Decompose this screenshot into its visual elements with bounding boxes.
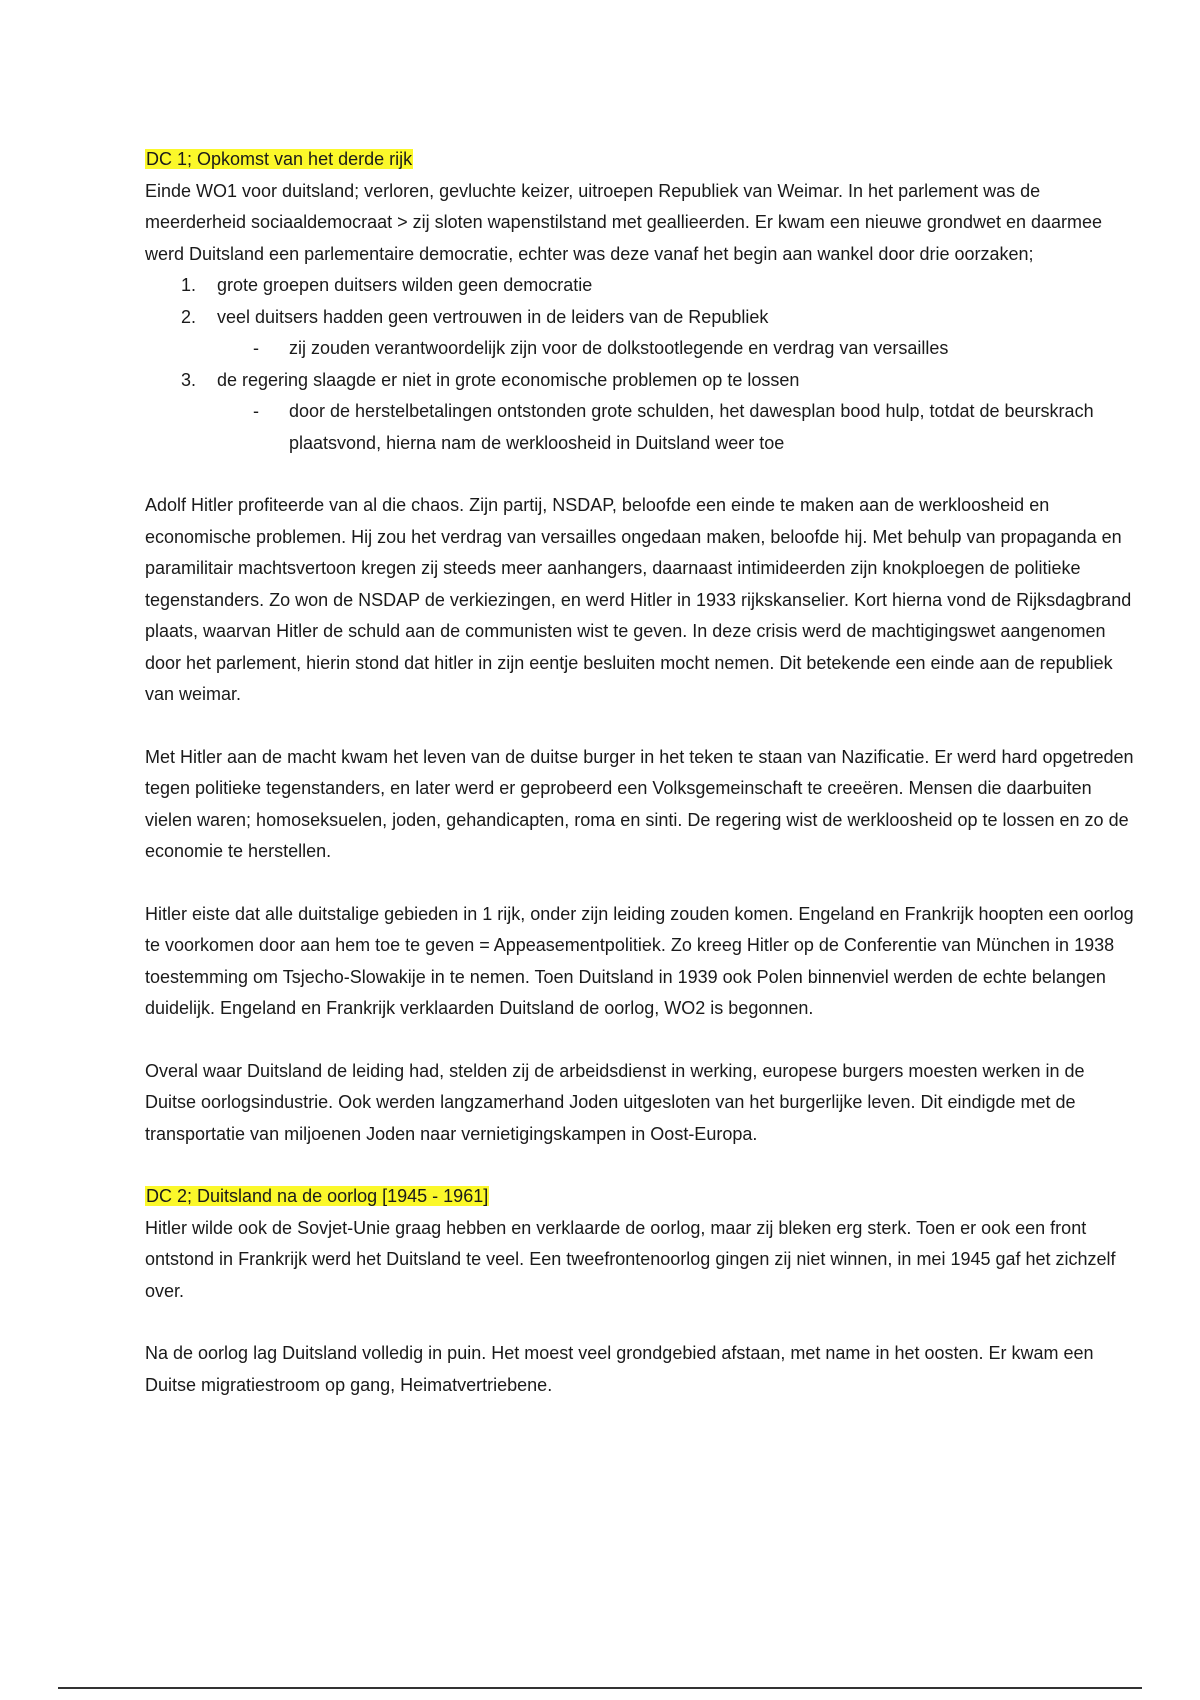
heading-highlight: DC 1; Opkomst van het derde rijk [146,149,413,169]
paragraph-spacer [145,1150,1135,1181]
sub-list-item-text: door de herstelbetalingen ontstonden grote schulden, het dawesplan bood hulp, totdat de beurskrach plaatsvond, hierna nam de werkloosheid in Duitsland weer toe [289,401,1094,453]
paragraph-hitler-rise: Adolf Hitler profiteerde van al die chaos. Zijn partij, NSDAP, beloofde een einde te maken aan de werkloosheid en economische problemen. Hij zou het verdrag van versailles ongedaan maken, beloofde hij. Met behulp van propaganda en paramilitair machtsvertoon kregen zij steeds meer aanhangers, daarnaast intimideerden zijn knokploegen de politieke tegenstanders. Zo won de NSDAP de verkiezingen, en werd Hitler in 1933 rijkskanselier. Kort hierna vond de Rijksdagbrand plaats, waarvan Hitler de schuld aan de communisten wist te geven. In deze crisis werd de machtigingswet aangenomen door het parlement, hierin stond dat hitler in zijn eentje besluiten mocht nemen. Dit betekende een einde aan de republiek van weimar. [145,495,1132,704]
paragraph-spacer [145,711,1135,742]
dash-bullet: - [253,401,259,421]
section-1-intro: Einde WO1 voor duitsland; verloren, gevluchte keizer, uitroepen Republiek van Weimar. In het parlement was de meerderheid sociaaldemocraat > zij sloten wapenstilstand met geallieerden. Er kwam een nieuwe grondwet en daarmee werd Duitsland een parlementaire democratie, echter was deze vanaf het begin aan wankel door drie oorzaken; [145,180,1103,264]
sub-list-item [217,333,1135,365]
list-number: 1. [181,275,197,295]
sub-list-item-text: zij zouden verantwoordelijk zijn voor de dolkstootlegende en verdrag van versailles [289,338,949,358]
paragraph-nazification: Met Hitler aan de macht kwam het leven van de duitse burger in het teken te staan van Nazificatie. Er werd hard opgetreden tegen politieke tegenstanders, en later werd er geprobeerd een Volksgemeinschaft te creeëren. Mensen die daarbuiten vielen waren; homoseksuelen, joden, gehandicapten, roma en sinti. De regering wist de werkloosheid op te lossen en zo de economie te herstellen. [145,746,1134,861]
paragraph-spacer [145,459,1135,490]
list-item [145,302,1135,365]
dash-bullet: - [253,338,259,358]
heading-highlight: DC 2; Duitsland na de oorlog [1945 - 1961] [146,1186,489,1206]
paragraph-spacer [145,1025,1135,1056]
sub-list [217,396,1135,459]
paragraph-occupation: Overal waar Duitsland de leiding had, stelden zij de arbeidsdienst in werking, europese burgers moesten werken in de Duitse oorlogsindustrie. Ook werden langzamerhand Joden uitgesloten van het burgerlijke leven. Dit eindigde met de transportatie van miljoenen Joden naar vernietigingskampen in Oost-Europa. [145,1060,1085,1144]
list-item-text: veel duitsers hadden geen vertrouwen in de leiders van de Republiek [217,306,769,327]
list-number: 3. [181,369,197,390]
reasons-list [145,270,1135,459]
list-item-text: de regering slaagde er niet in grote economische problemen op te lossen [217,369,800,390]
paragraph-war-end: Hitler wilde ook de Sovjet-Unie graag hebben en verklaarde de oorlog, maar zij bleken erg sterk. Toen er ook een front ontstond in Frankrijk werd het Duitsland te veel. Een tweefrontenoorlog gingen zij niet winnen, in mei 1945 gaf het zichzelf over. [145,1217,1116,1301]
section-2-heading [145,1181,1135,1213]
paragraph-spacer [145,868,1135,899]
list-item [145,365,1135,460]
document-page [145,144,1135,1401]
footer-rule [58,1687,1142,1689]
section-1-heading [145,144,1135,176]
paragraph-appeasement: Hitler eiste dat alle duitstalige gebieden in 1 rijk, onder zijn leiding zouden komen. Engeland en Frankrijk hoopten een oorlog te voorkomen door aan hem toe te geven = Appeasementpolitiek. Zo kreeg Hitler op de Conferentie van München in 1938 toestemming om Tsjecho-Slowakije in te nemen. Toen Duitsland in 1939 ook Polen binnenviel werden de echte belangen duidelijk. Engeland en Frankrijk verklaarden Duitsland de oorlog, WO2 is begonnen. [145,903,1134,1018]
sub-list [217,333,1135,365]
sub-list-item [217,396,1135,459]
list-item [145,270,1135,302]
paragraph-spacer [145,1307,1135,1338]
list-number: 2. [181,306,197,327]
list-item-text: grote groepen duitsers wilden geen democratie [217,275,593,295]
paragraph-postwar: Na de oorlog lag Duitsland volledig in puin. Het moest veel grondgebied afstaan, met name in het oosten. Er kwam een Duitse migratiestroom op gang, Heimatvertriebene. [145,1343,1094,1395]
